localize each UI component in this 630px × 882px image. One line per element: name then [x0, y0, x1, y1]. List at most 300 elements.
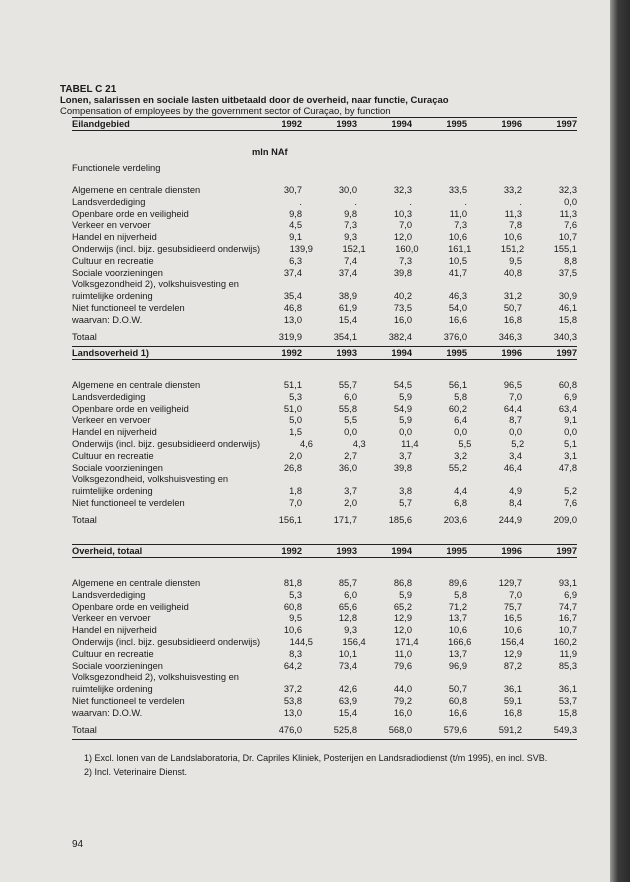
cell-value: 64,4 — [503, 403, 522, 414]
row-label: Landsverdediging — [72, 196, 146, 207]
cell-value: 55,7 — [338, 380, 357, 390]
cell-value: 9,1 — [289, 232, 302, 243]
cell-value: 9,3 — [344, 625, 357, 636]
cell-value: 9,8 — [344, 208, 357, 219]
row-label: Niet functioneel te verdelen — [72, 497, 185, 508]
total-label: Totaal — [72, 331, 97, 342]
cell-value: . — [299, 196, 302, 207]
cell-value: 12,9 — [393, 613, 412, 624]
cell-value: 0,0 — [454, 427, 467, 438]
table-landsoverheid — [72, 346, 577, 527]
row-label: Verkeer en vervoer — [72, 415, 151, 426]
cell-value: . — [519, 196, 522, 207]
total-value: 525,8 — [333, 724, 357, 735]
cell-value: 16,6 — [448, 707, 467, 718]
table-row — [72, 268, 577, 280]
cell-value — [357, 474, 412, 486]
cell-value: 50,7 — [448, 684, 467, 695]
year-header: 1996 — [501, 348, 522, 358]
table-heading: Overheid, totaal — [72, 546, 143, 556]
cell-value: . — [354, 196, 357, 207]
table-row — [72, 303, 577, 315]
row-label: ruimtelijke ordening — [72, 684, 153, 695]
cell-value: 13,0 — [283, 314, 302, 325]
cell-value: 11,0 — [449, 208, 467, 219]
cell-value: 36,1 — [503, 684, 522, 695]
cell-value: 139,9 — [289, 243, 313, 254]
cell-value: 8,3 — [289, 648, 302, 659]
cell-value: 79,6 — [393, 660, 412, 671]
row-label: Verkeer en vervoer — [72, 613, 151, 624]
total-row — [72, 515, 577, 527]
cell-value — [412, 474, 467, 486]
table-row — [72, 708, 577, 720]
cell-value: 32,3 — [393, 185, 412, 195]
spacer — [72, 360, 577, 380]
table-row — [72, 404, 577, 416]
table-row — [72, 209, 577, 221]
cell-value: 44,0 — [393, 684, 412, 695]
cell-value: 5,2 — [511, 438, 525, 449]
cell-value: 10,6 — [448, 232, 467, 243]
cell-value: 0,0 — [564, 196, 577, 207]
cell-value: 166,6 — [448, 636, 472, 647]
total-value: 376,0 — [443, 331, 467, 342]
cell-value: 10,7 — [558, 625, 577, 636]
cell-value: 5,8 — [454, 589, 467, 600]
table-row — [72, 451, 577, 463]
cell-value: 3,8 — [399, 486, 412, 497]
table-row — [72, 220, 577, 232]
cell-value — [412, 279, 467, 291]
cell-value — [302, 672, 357, 684]
cell-value: 79,2 — [393, 695, 412, 706]
cell-value: 7,0 — [399, 220, 412, 231]
total-value: 354,1 — [333, 331, 357, 342]
divider — [72, 739, 577, 740]
cell-value: 12,9 — [503, 648, 522, 659]
cell-value: 96,9 — [448, 660, 467, 671]
row-label: Cultuur en recreatie — [72, 255, 154, 266]
cell-value: 59,1 — [503, 695, 522, 706]
cell-value: 10,6 — [283, 625, 302, 636]
cell-value: 60,8 — [283, 601, 302, 612]
year-header: 1992 — [281, 546, 302, 556]
total-value: 476,0 — [278, 724, 302, 735]
cell-value: 9,8 — [289, 208, 302, 219]
row-label: Volksgezondheid 2), volkshuisvesting en — [72, 672, 239, 683]
total-label: Totaal — [72, 724, 97, 735]
cell-value: 41,7 — [448, 267, 467, 278]
cell-value: 26,8 — [283, 462, 302, 473]
row-label: Niet functioneel te verdelen — [72, 695, 185, 706]
cell-value: 8,8 — [564, 255, 577, 266]
total-value: 382,4 — [388, 331, 412, 342]
cell-value: 6,0 — [344, 589, 357, 600]
year-header: 1996 — [501, 119, 522, 129]
cell-value: 8,7 — [509, 415, 522, 426]
total-value: 203,6 — [443, 514, 467, 525]
cell-value: 50,7 — [503, 302, 522, 313]
row-label: waarvan: D.O.W. — [72, 707, 143, 718]
cell-value: 0,0 — [509, 427, 522, 438]
row-label: Onderwijs (incl. bijz. gesubsidieerd onderwijs) — [72, 636, 261, 647]
total-value: 156,1 — [278, 514, 302, 525]
cell-value: 5,7 — [399, 497, 412, 508]
cell-value: 129,7 — [498, 578, 522, 588]
table-row — [72, 474, 577, 486]
cell-value: 3,7 — [344, 486, 357, 497]
total-label: Totaal — [72, 514, 97, 525]
cell-value: 46,3 — [448, 291, 467, 302]
cell-value: 46,1 — [558, 302, 577, 313]
cell-value: 89,6 — [448, 578, 467, 588]
row-label: Handel en nijverheid — [72, 427, 157, 438]
table-row — [72, 415, 577, 427]
cell-value: 4,3 — [352, 438, 366, 449]
cell-value: 156,4 — [342, 636, 366, 647]
row-label: Algemene en centrale diensten — [72, 578, 201, 588]
cell-value: 73,4 — [338, 660, 357, 671]
cell-value: 13,7 — [448, 613, 467, 624]
cell-value: 53,7 — [558, 695, 577, 706]
cell-value: 161,1 — [448, 243, 472, 254]
cell-value: 39,8 — [393, 267, 412, 278]
cell-value — [247, 474, 302, 486]
cell-value: 9,3 — [344, 232, 357, 243]
cell-value: 85,3 — [558, 660, 577, 671]
total-row — [72, 332, 577, 344]
cell-value: 15,8 — [558, 707, 577, 718]
cell-value: 46,4 — [503, 462, 522, 473]
spacer — [72, 558, 577, 578]
cell-value: 71,2 — [448, 601, 467, 612]
cell-value: 152,1 — [342, 243, 366, 254]
cell-value: 7,3 — [454, 220, 467, 231]
cell-value: 53,8 — [283, 695, 302, 706]
cell-value: 38,9 — [338, 291, 357, 302]
cell-value: 5,8 — [454, 391, 467, 402]
cell-value: . — [409, 196, 412, 207]
cell-value: 5,9 — [399, 415, 412, 426]
cell-value: 37,4 — [283, 267, 302, 278]
row-label: Volksgezondheid, volkshuisvesting en — [72, 474, 229, 485]
table-row — [72, 463, 577, 475]
cell-value: 54,0 — [448, 302, 467, 313]
cell-value: 0,0 — [564, 427, 577, 438]
total-value: 549,3 — [553, 724, 577, 735]
cell-value: 86,8 — [393, 578, 412, 588]
total-value: 346,3 — [498, 331, 522, 342]
cell-value: 96,5 — [503, 380, 522, 390]
year-header: 1993 — [336, 546, 357, 556]
cell-value — [522, 474, 577, 486]
cell-value: 2,0 — [344, 497, 357, 508]
cell-value: 13,0 — [283, 707, 302, 718]
row-label: Sociale voorzieningen — [72, 267, 163, 278]
cell-value: 7,6 — [564, 220, 577, 231]
cell-value: 4,4 — [454, 486, 467, 497]
cell-value: 5,5 — [458, 438, 472, 449]
cell-value: 16,6 — [448, 314, 467, 325]
table-row — [72, 498, 577, 510]
table-row — [72, 439, 577, 451]
cell-value: 56,1 — [448, 380, 467, 390]
year-header: 1992 — [281, 119, 302, 129]
cell-value: 16,0 — [393, 707, 412, 718]
cell-value: 2,0 — [289, 450, 302, 461]
total-value: 568,0 — [388, 724, 412, 735]
row-label: Onderwijs (incl. bijz. gesubsidieerd onderwijs) — [72, 438, 261, 449]
cell-value: 5,3 — [289, 589, 302, 600]
cell-value: 15,8 — [558, 314, 577, 325]
cell-value: 12,8 — [338, 613, 357, 624]
cell-value: 7,3 — [399, 255, 412, 266]
cell-value: 3,4 — [509, 450, 522, 461]
cell-value: 1,8 — [289, 486, 302, 497]
cell-value: 5,3 — [289, 391, 302, 402]
cell-value: 2,7 — [344, 450, 357, 461]
total-value: 579,6 — [443, 724, 467, 735]
unit-label: mln NAf — [252, 147, 288, 157]
year-header: 1994 — [391, 119, 412, 129]
cell-value: 5,0 — [289, 415, 302, 426]
cell-value: 10,3 — [393, 208, 412, 219]
year-header: 1993 — [336, 348, 357, 358]
cell-value: 3,7 — [399, 450, 412, 461]
cell-value: 0,0 — [399, 427, 412, 438]
cell-value: 7,0 — [509, 391, 522, 402]
cell-value: 35,4 — [283, 291, 302, 302]
row-label: Openbare orde en veiligheid — [72, 403, 189, 414]
cell-value: 5,9 — [399, 589, 412, 600]
cell-value: 74,7 — [558, 601, 577, 612]
cell-value: 63,4 — [558, 403, 577, 414]
cell-value: 7,4 — [344, 255, 357, 266]
cell-value: 11,0 — [394, 648, 412, 659]
table-row — [72, 197, 577, 209]
table-subtitle: Compensation of employees by the government sector of Curaçao, by function — [60, 106, 391, 117]
year-header: 1997 — [556, 348, 577, 358]
cell-value: 93,1 — [558, 578, 577, 588]
row-label: Verkeer en vervoer — [72, 220, 151, 231]
cell-value: 6,9 — [564, 391, 577, 402]
cell-value: 36,0 — [338, 462, 357, 473]
row-label: Sociale voorzieningen — [72, 462, 163, 473]
cell-value: 6,9 — [564, 589, 577, 600]
cell-value — [467, 672, 522, 684]
cell-value — [467, 474, 522, 486]
cell-value: 5,1 — [564, 438, 577, 449]
row-label: Algemene en centrale diensten — [72, 185, 201, 195]
cell-value: 36,1 — [558, 684, 577, 695]
page-number: 94 — [72, 839, 84, 850]
cell-value: 54,9 — [393, 403, 412, 414]
cell-value: 64,2 — [283, 660, 302, 671]
cell-value: 7,0 — [509, 589, 522, 600]
cell-value: 55,2 — [448, 462, 467, 473]
table-row — [72, 427, 577, 439]
row-label: Handel en nijverheid — [72, 232, 157, 243]
table-row — [72, 684, 577, 696]
cell-value: 54,5 — [393, 380, 412, 390]
cell-value: 160,2 — [553, 636, 577, 647]
table-row — [72, 392, 577, 404]
cell-value: 1,5 — [289, 427, 302, 438]
row-label: Openbare orde en veiligheid — [72, 601, 189, 612]
cell-value: 12,0 — [393, 232, 412, 243]
cell-value — [302, 474, 357, 486]
cell-value: 10,5 — [448, 255, 467, 266]
table-row — [72, 602, 577, 614]
cell-value: 5,5 — [344, 415, 357, 426]
cell-value: 6,3 — [289, 255, 302, 266]
cell-value: 85,7 — [338, 578, 357, 588]
cell-value: 30,7 — [283, 185, 302, 195]
cell-value: 4,6 — [299, 438, 313, 449]
cell-value: 63,9 — [338, 695, 357, 706]
table-eilandgebied — [72, 117, 577, 343]
year-header: 1997 — [556, 546, 577, 556]
total-value: 185,6 — [388, 514, 412, 525]
cell-value: 151,2 — [500, 243, 525, 254]
cell-value: 37,2 — [283, 684, 302, 695]
year-header: 1997 — [556, 119, 577, 129]
table-row — [72, 578, 577, 590]
section-label: Functionele verdeling — [72, 163, 161, 173]
table-id: TABEL C 21 — [60, 84, 117, 95]
table-header — [72, 544, 577, 558]
row-label: Handel en nijverheid — [72, 625, 157, 636]
footnote-1: 1) Excl. lonen van de Landslaboratoria, Dr. Capriles Kliniek, Posterijen en Landsradiodienst (t/m 1995), en incl. SVB. — [84, 753, 548, 763]
row-label: Onderwijs (incl. bijz. gesubsidieerd onderwijs) — [72, 243, 261, 254]
row-label: Cultuur en recreatie — [72, 450, 154, 461]
year-header: 1995 — [446, 119, 467, 129]
cell-value: 60,2 — [448, 403, 467, 414]
year-header: 1994 — [391, 546, 412, 556]
table-row — [72, 672, 577, 684]
table-row — [72, 649, 577, 661]
row-label: Landsverdediging — [72, 391, 146, 402]
footnote-2: 2) Incl. Veterinaire Dienst. — [84, 767, 188, 777]
cell-value: 16,7 — [558, 613, 577, 624]
cell-value: 15,4 — [338, 314, 357, 325]
cell-value: 155,1 — [553, 243, 577, 254]
total-value: 319,9 — [278, 331, 302, 342]
table-row — [72, 291, 577, 303]
row-label: Algemene en centrale diensten — [72, 380, 201, 390]
cell-value: 10,6 — [503, 232, 522, 243]
table-header — [72, 346, 577, 360]
row-label: Volksgezondheid 2), volkshuisvesting en — [72, 279, 239, 290]
cell-value — [247, 672, 302, 684]
cell-value: 10,7 — [558, 232, 577, 243]
cell-value: 16,0 — [393, 314, 412, 325]
table-row — [72, 590, 577, 602]
cell-value: 9,5 — [509, 255, 522, 266]
cell-value: 32,3 — [558, 185, 577, 195]
cell-value: 4,9 — [509, 486, 522, 497]
cell-value: 60,8 — [558, 380, 577, 390]
table-row — [72, 486, 577, 498]
row-label: Landsverdediging — [72, 589, 146, 600]
cell-value: 81,8 — [283, 578, 302, 588]
cell-value: 61,9 — [338, 302, 357, 313]
cell-value — [522, 279, 577, 291]
year-header: 1995 — [446, 348, 467, 358]
cell-value: 30,0 — [338, 185, 357, 195]
cell-value: 10,6 — [448, 625, 467, 636]
cell-value: 65,2 — [393, 601, 412, 612]
total-value: 340,3 — [553, 331, 577, 342]
cell-value: 12,0 — [393, 625, 412, 636]
cell-value: 30,9 — [558, 291, 577, 302]
cell-value — [302, 279, 357, 291]
row-label: Cultuur en recreatie — [72, 648, 154, 659]
year-header: 1994 — [391, 348, 412, 358]
cell-value: 5,9 — [399, 391, 412, 402]
table-row — [72, 625, 577, 637]
row-label: ruimtelijke ordening — [72, 291, 153, 302]
cell-value: 51,0 — [283, 403, 302, 414]
cell-value: 3,2 — [454, 450, 467, 461]
row-label: Openbare orde en veiligheid — [72, 208, 189, 219]
cell-value: 40,2 — [393, 291, 412, 302]
table-header — [72, 117, 577, 131]
cell-value: 0,0 — [344, 427, 357, 438]
cell-value: 10,1 — [338, 648, 357, 659]
year-header: 1993 — [336, 119, 357, 129]
cell-value — [522, 672, 577, 684]
cell-value: 16,8 — [503, 707, 522, 718]
table-heading: Eilandgebied — [72, 119, 130, 129]
cell-value: 8,4 — [509, 497, 522, 508]
table-row — [72, 244, 577, 256]
cell-value: 37,5 — [558, 267, 577, 278]
table-heading: Landsoverheid 1) — [72, 348, 149, 358]
cell-value: 33,5 — [448, 185, 467, 195]
cell-value: 16,8 — [503, 314, 522, 325]
cell-value: 33,2 — [503, 185, 522, 195]
cell-value: 55,8 — [338, 403, 357, 414]
scan-edge — [610, 0, 630, 882]
cell-value: 4,5 — [289, 220, 302, 231]
cell-value: 73,5 — [393, 302, 412, 313]
cell-value: 7,3 — [344, 220, 357, 231]
cell-value: 171,4 — [395, 636, 419, 647]
year-header: 1992 — [281, 348, 302, 358]
cell-value: 144,5 — [289, 636, 313, 647]
cell-value: 9,1 — [564, 415, 577, 426]
table-row — [72, 279, 577, 291]
cell-value: 65,6 — [338, 601, 357, 612]
table-row — [72, 696, 577, 708]
cell-value: 87,2 — [503, 660, 522, 671]
cell-value: 7,0 — [289, 497, 302, 508]
row-label: ruimtelijke ordening — [72, 486, 153, 497]
row-label: Sociale voorzieningen — [72, 660, 163, 671]
total-value: 244,9 — [498, 514, 522, 525]
cell-value: 31,2 — [503, 291, 522, 302]
cell-value: 3,1 — [564, 450, 577, 461]
table-row — [72, 256, 577, 268]
cell-value: 46,8 — [283, 302, 302, 313]
table-row — [72, 380, 577, 392]
cell-value: 11,4 — [401, 438, 419, 449]
table-overheid-totaal — [72, 544, 577, 736]
cell-value: 16,5 — [503, 613, 522, 624]
cell-value: 6,0 — [344, 391, 357, 402]
